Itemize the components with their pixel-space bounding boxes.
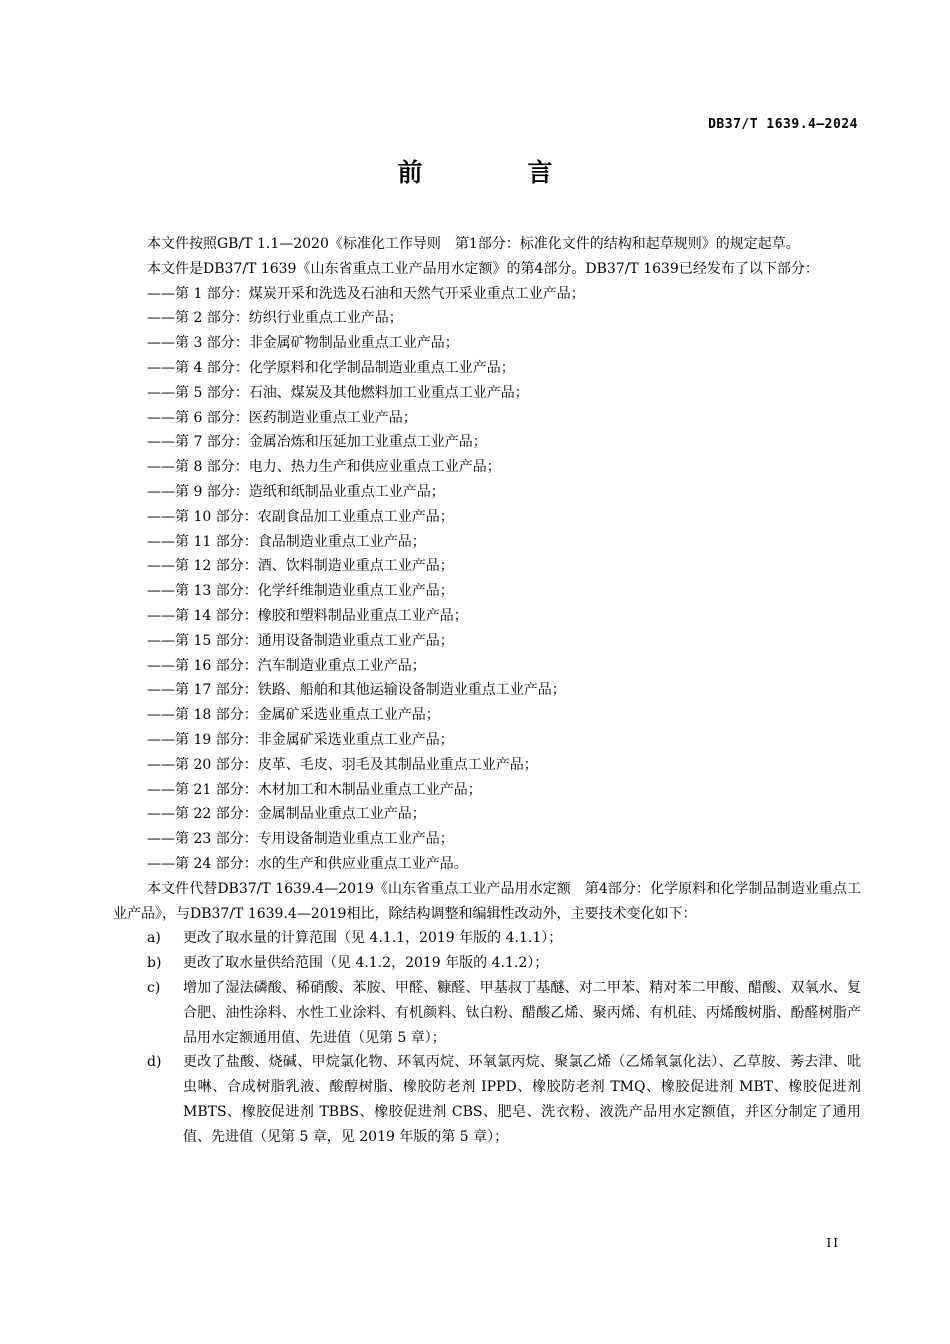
part-list-item: ——第 5 部分：石油、煤炭及其他燃料加工业重点工业产品； [147, 384, 529, 401]
change-item-marker: b) [147, 955, 162, 972]
part-list-item: ——第 4 部分：化学原料和化学制品制造业重点工业产品； [147, 359, 515, 376]
change-item-marker: d) [147, 1054, 162, 1071]
part-list-item: ——第 21 部分：木材加工和木制品业重点工业产品； [147, 781, 482, 798]
change-item-text: 更改了取水量供给范围（见 4.1.2，2019 年版的 4.1.2）； [183, 955, 549, 972]
part-list-item: ——第 11 部分：食品制造业重点工业产品； [147, 533, 426, 550]
part-list-item: ——第 15 部分：通用设备制造业重点工业产品； [147, 632, 454, 649]
change-item-marker: c) [147, 979, 161, 996]
change-list-item [113, 951, 861, 976]
page-number: II [826, 1236, 840, 1250]
part-list-item: ——第 8 部分：电力、热力生产和供应业重点工业产品； [147, 459, 501, 476]
change-item-text: 更改了盐酸、烧碱、甲烷氯化物、环氧丙烷、环氧氯丙烷、聚氯乙烯（乙烯氧氯化法）、乙草胺、莠去津、吡虫啉、合成树脂乳液、酸醇树脂、橡胶防老剂 IPPD、橡胶防老剂 TMQ、橡胶促进剂 MBT、橡胶促进剂 MBTS、橡胶促进剂 TBBS、橡胶促进剂 CBS、肥皂、洗衣粉、液洗产品用水定额值，并区分制定了通用值、先进值（见第 5 章，见 2019 年版的第 5 章）； [183, 1054, 861, 1145]
part-list-item: ——第 7 部分：金属冶炼和压延加工业重点工业产品； [147, 434, 487, 451]
changes-list [113, 926, 861, 1149]
part-list-item: ——第 16 部分：汽车制造业重点工业产品； [147, 657, 426, 674]
part-list-item: ——第 2 部分：纺织行业重点工业产品； [147, 310, 403, 327]
part-list-item: ——第 17 部分：铁路、船舶和其他运输设备制造业重点工业产品； [147, 682, 566, 699]
document-code: DB37/T 1639.4—2024 [708, 117, 858, 132]
part-list-item: ——第 19 部分：非金属矿采选业重点工业产品； [147, 731, 454, 748]
paragraph-drafting-rules: 本文件按照GB/T 1.1—2020《标准化工作导则 第1部分：标准化文件的结构和起草规则》的规定起草。 [147, 236, 800, 252]
part-list-item: ——第 10 部分：农副食品加工业重点工业产品； [147, 508, 454, 525]
change-item-marker: a) [147, 930, 161, 947]
change-list-item [113, 976, 861, 1050]
part-list-item: ——第 22 部分：金属制品业重点工业产品； [147, 806, 426, 823]
foreword-body [113, 232, 861, 1149]
part-list-item: ——第 12 部分：酒、饮料制造业重点工业产品； [147, 558, 454, 575]
part-list-item: ——第 13 部分：化学纤维制造业重点工业产品； [147, 583, 454, 600]
part-list-item: ——第 14 部分：橡胶和塑料制品业重点工业产品； [147, 607, 468, 624]
part-list-item: ——第 18 部分：金属矿采选业重点工业产品； [147, 707, 440, 724]
paragraph-series-intro: 本文件是DB37/T 1639《山东省重点工业产品用水定额》的第4部分。DB37/T 1639已经发布了以下部分： [147, 260, 819, 277]
change-list-item [113, 926, 861, 951]
change-item-text: 更改了取水量的计算范围（见 4.1.1，2019 年版的 4.1.1）； [183, 930, 563, 947]
part-list-item: ——第 3 部分：非金属矿物制品业重点工业产品； [147, 335, 459, 352]
part-list-item: ——第 24 部分：水的生产和供应业重点工业产品。 [147, 855, 468, 872]
part-list-item: ——第 23 部分：专用设备制造业重点工业产品； [147, 831, 454, 848]
part-list-item: ——第 6 部分：医药制造业重点工业产品； [147, 409, 417, 426]
part-list-item: ——第 20 部分：皮革、毛皮、羽毛及其制品业重点工业产品； [147, 756, 538, 773]
paragraph-replacement: 本文件代替DB37/T 1639.4—2019《山东省重点工业产品用水定额 第4部分：化学原料和化学制品制造业重点工业产品》，与DB37/T 1639.4—2019相比，除结构调整和编辑性改动外，主要技术变化如下： [113, 880, 861, 922]
change-list-item [113, 1050, 861, 1149]
change-item-text: 增加了湿法磷酸、稀硝酸、苯胺、甲醛、糠醛、甲基叔丁基醚、对二甲苯、精对苯二甲酸、醋酸、双氧水、复合肥、油性涂料、水性工业涂料、有机颜料、钛白粉、醋酸乙烯、聚丙烯、有机硅、丙烯酸树脂、酚醛树脂产品用水定额通用值、先进值（见第 5 章）； [183, 979, 861, 1046]
part-list-item: ——第 9 部分：造纸和纸制品业重点工业产品； [147, 483, 445, 500]
part-list-item: ——第 1 部分：煤炭开采和洗选及石油和天然气开采业重点工业产品； [147, 285, 585, 302]
page-title: 前 言 [397, 158, 593, 187]
parts-list [113, 282, 861, 877]
